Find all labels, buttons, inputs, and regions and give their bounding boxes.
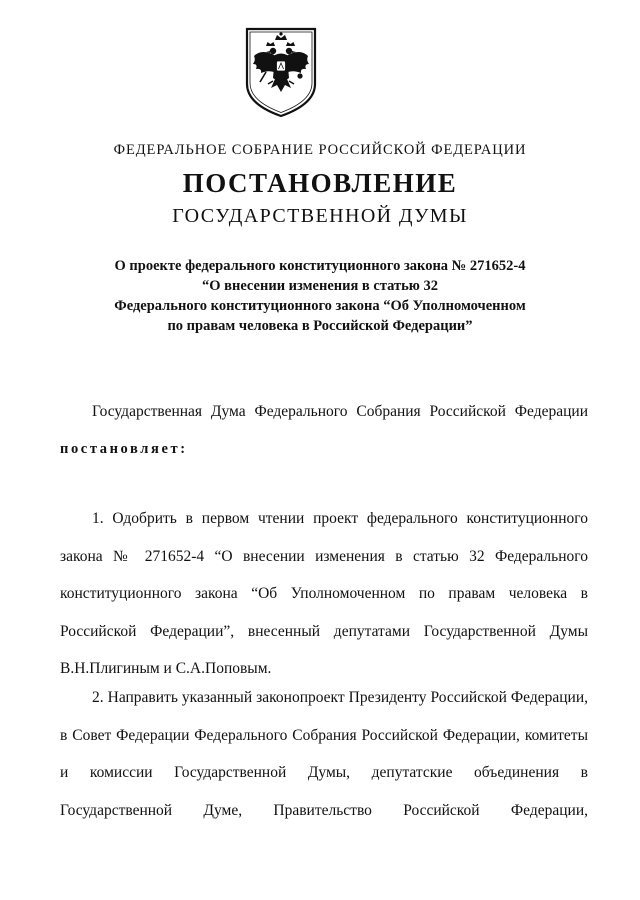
decree-word: постановляет: — [60, 441, 188, 457]
organization-heading: ФЕДЕРАЛЬНОЕ СОБРАНИЕ РОССИЙСКОЙ ФЕДЕРАЦИИ — [113, 142, 527, 158]
paragraph-2: 2. Направить указанный законопроект Президенту Российской Федерации, в Совет Федерации Федерального Собрания Российской Федерации, комитеты и комиссии Государственной Думы, депутатские объединения в Государственной Думе, Правительство Российской Федерации, — [60, 689, 588, 819]
document-subtitle: ГОСУДАРСТВЕННОЙ ДУМЫ — [172, 205, 468, 227]
subject-line: Федерального конституционного закона “Об Уполномоченном — [114, 298, 526, 314]
intro-paragraph: Государственная Дума Федерального Собрания Российской Федерации — [92, 403, 588, 420]
paragraph-1: 1. Одобрить в первом чтении проект федерального конституционного закона № 271652-4 “О внесении изменения в статью 32 Федерального конституционного закона “Об Уполномоченном по правам человека в Российской Федерации”, внесенный депутатами Государственной Думы В.Н.Плигиным и С.А.Поповым. — [60, 510, 588, 677]
russian-coat-of-arms-icon — [244, 26, 318, 118]
subject-line: “О внесении изменения в статью 32 — [201, 278, 438, 294]
resolution-subject — [80, 256, 560, 336]
document-title: ПОСТАНОВЛЕНИЕ — [182, 168, 458, 198]
subject-line: О проекте федерального конституционного закона № 271652-4 — [114, 258, 526, 274]
subject-line: по правам человека в Российской Федерации” — [167, 318, 473, 334]
